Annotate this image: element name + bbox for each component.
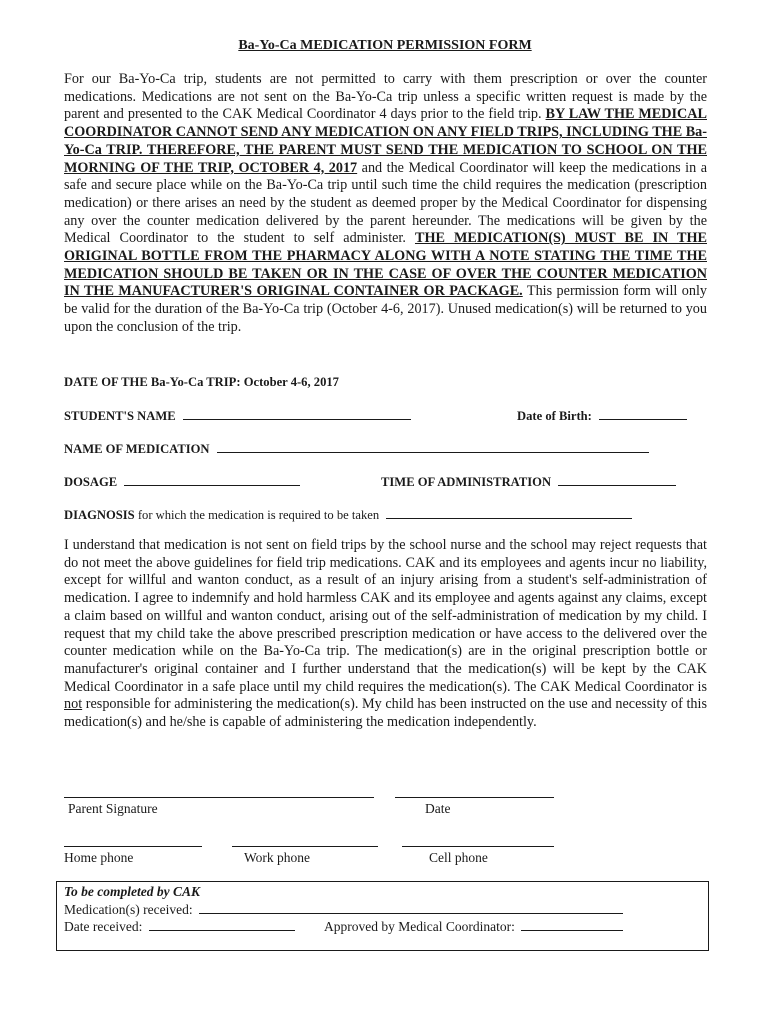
student-name-row [64,407,411,424]
date-received-field[interactable] [149,918,295,931]
date-received-row [64,918,295,935]
diagnosis-suffix: for which the medication is required to be taken [134,508,380,522]
parent-signature-line[interactable] [64,797,374,798]
date-line[interactable] [395,797,554,798]
work-phone-label: Work phone [244,850,311,865]
trip-date: DATE OF THE Ba-Yo-Ca TRIP: October 4-6, 2017 [64,375,339,389]
meds-received-row [64,901,623,918]
approved-by-field[interactable] [521,918,623,931]
dosage-field[interactable] [124,473,300,486]
agreement-text-2: responsible for administering the medication(s). My child has been instructed on the use and necessity of this medication(s) and he/she is capable of administering the medication independently. [64,696,707,731]
meds-received-field[interactable] [199,901,623,914]
intro-text-3: This permission form will only be valid for the duration of the Ba-Yo-Ca trip (October 4-6, 2017). Unused medication(s) will be returned to you upon the conclusion of the trip. [64,283,707,335]
medication-name-field[interactable] [217,440,649,453]
work-phone-line[interactable] [232,846,378,847]
intro-bottle-requirement: THE MEDICATION(S) MUST BE IN THE ORIGINAL BOTTLE FROM THE PHARMACY ALONG WITH A NOTE STATING THE TIME THE MEDICATION SHOULD BE TAKEN OR IN THE CASE OF OVER THE COUNTER MEDICATION IN THE MANUFACTURER'S ORIGINAL CONTAINER OR PACKAGE. [64,230,707,300]
cell-phone-line[interactable] [402,846,554,847]
diagnosis-field[interactable] [386,506,632,519]
date-label: Date [425,801,451,816]
cell-phone-label: Cell phone [429,850,488,865]
agreement-paragraph [64,537,707,732]
dob-field[interactable] [599,407,687,420]
dosage-label: DOSAGE [64,475,118,489]
medication-name-row [64,440,649,457]
dob-label: Date of Birth: [517,409,592,423]
intro-text-2: and the Medical Coordinator will keep the medications in a safe and secure place while on the Ba-Yo-Ca trip until such time the child requires the medication (prescription medication) or there arises an need by the student as deemed proper by the Medical Coordinator for dispensing any over the counter medication delivered by the parent hereunder. The medications will be given by the Medical Coordinator to the student to self administer. [64,159,708,247]
dosage-row [64,473,300,490]
form-title: Ba-Yo-Ca MEDICATION PERMISSION FORM [238,38,532,53]
student-name-label: STUDENT'S NAME [64,409,176,423]
time-admin-row [381,473,676,490]
intro-text-1: For our Ba-Yo-Ca trip, students are not permitted to carry with them prescription or over the counter medications. Medications are not sent on the Ba-Yo-Ca trip unless a specific written request is made by the parent and presented to the CAK Medical Coordinator 4 days prior to the field trip. [64,71,707,123]
date-received-label: Date received: [64,919,143,934]
time-admin-label: TIME OF ADMINISTRATION [381,475,552,489]
home-phone-line[interactable] [64,846,202,847]
approved-by-row [324,918,623,935]
agreement-not: not [64,696,83,713]
medication-name-label: NAME OF MEDICATION [64,442,210,456]
intro-paragraph [64,71,707,337]
cak-box-title: To be completed by CAK [64,884,200,899]
diagnosis-row [64,506,632,523]
cak-office-box [56,881,709,951]
approved-by-label: Approved by Medical Coordinator: [324,919,515,934]
time-admin-field[interactable] [558,473,676,486]
home-phone-label: Home phone [64,850,134,865]
student-name-field[interactable] [183,407,411,420]
intro-law-warning: BY LAW THE MEDICAL COORDINATOR CANNOT SEND ANY MEDICATION ON ANY FIELD TRIPS, INCLUDING THE Ba-Yo-Ca TRIP. THEREFORE, THE PARENT MUST SEND THE MEDICATION TO SCHOOL ON THE MORNING OF THE TRIP, OCTOBER 4, 2017 [64,106,707,176]
meds-received-label: Medication(s) received: [64,902,193,917]
parent-signature-label: Parent Signature [68,801,158,816]
dob-row [517,407,687,424]
diagnosis-label: DIAGNOSIS [64,508,135,522]
agreement-text-1: I understand that medication is not sent on field trips by the school nurse and the school may reject requests that do not meet the above guidelines for field trip medications. CAK and its employees and agents incur no liability, except for willful and wanton conduct, as a result of an injury arising from a student's self-administration of medication. I agree to indemnify and hold harmless CAK and its employee and agents against any claims, except a claim based on willful and wanton conduct, arising out of the self-administration of medication by my child. I request that my child take the above prescribed prescription medication or have access to the delivered over the counter medication while on the Ba-Yo-Ca trip. The medication(s) are in the original prescription bottle or manufacturer's original container and I further understand that the medication(s) will be kept by the CAK Medical Coordinator in a safe place until my child requires the medication(s). The CAK Medical Coordinator is [64,537,707,695]
